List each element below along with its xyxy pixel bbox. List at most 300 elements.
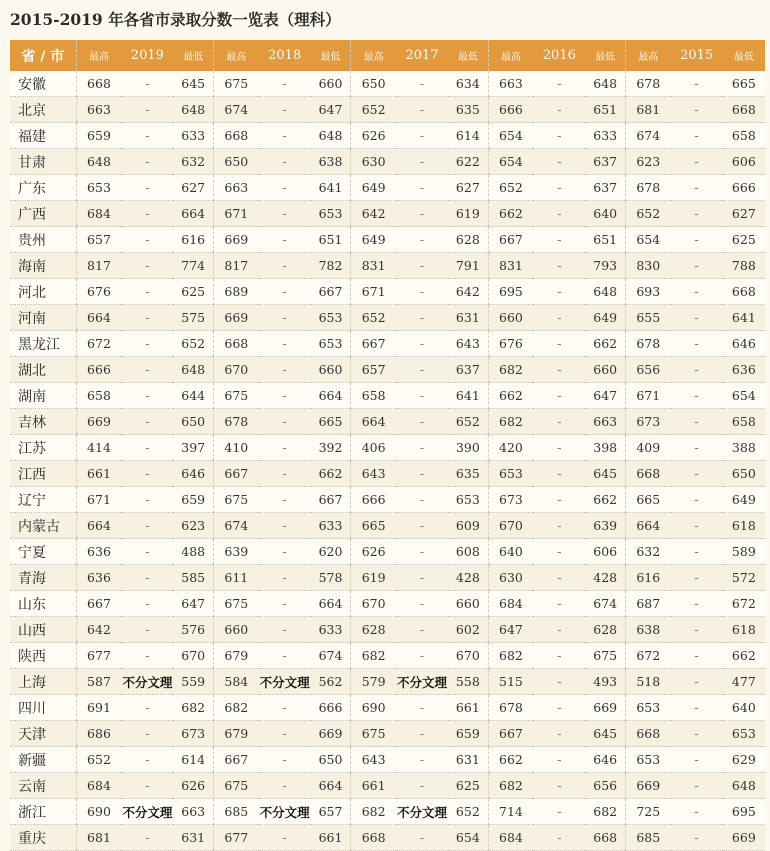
high-score-cell: 666 [76, 357, 121, 383]
low-score-cell: 668 [585, 825, 625, 851]
mid-cell: - [533, 487, 585, 513]
low-score-cell: 668 [723, 97, 765, 123]
low-score-cell: 619 [448, 201, 488, 227]
low-score-cell: 640 [585, 201, 625, 227]
province-cell: 北京 [10, 97, 76, 123]
mid-cell: - [533, 279, 585, 305]
table-row [10, 513, 765, 539]
low-score-cell: 618 [723, 617, 765, 643]
low-score-cell: 652 [448, 799, 488, 825]
high-score-cell: 663 [488, 71, 533, 97]
high-score-cell: 691 [76, 695, 121, 721]
high-score-cell: 684 [488, 591, 533, 617]
mid-cell: - [671, 279, 723, 305]
low-score-cell: 572 [723, 565, 765, 591]
low-score-cell: 625 [448, 773, 488, 799]
high-score-cell: 690 [76, 799, 121, 825]
mid-cell: - [121, 331, 173, 357]
low-score-cell: 662 [585, 487, 625, 513]
high-score-cell: 662 [488, 383, 533, 409]
high-score-cell: 685 [214, 799, 259, 825]
high-score-cell: 695 [488, 279, 533, 305]
header-high-2018: 最高 [214, 40, 259, 71]
mid-cell: - [121, 149, 173, 175]
high-score-cell: 690 [351, 695, 396, 721]
high-score-cell: 649 [351, 175, 396, 201]
low-score-cell: 660 [585, 357, 625, 383]
high-score-cell: 684 [76, 201, 121, 227]
mid-cell: - [533, 227, 585, 253]
low-score-cell: 641 [311, 175, 351, 201]
high-score-cell: 670 [351, 591, 396, 617]
low-score-cell: 648 [173, 97, 213, 123]
high-score-cell: 662 [488, 747, 533, 773]
mid-cell: - [533, 435, 585, 461]
province-cell: 四川 [10, 695, 76, 721]
low-score-cell: 631 [448, 747, 488, 773]
mid-cell: 不分文理 [259, 669, 311, 695]
header-low-2016: 最低 [585, 40, 625, 71]
mid-cell: - [259, 253, 311, 279]
table-row [10, 591, 765, 617]
high-score-cell: 678 [625, 331, 670, 357]
high-score-cell: 664 [625, 513, 670, 539]
high-score-cell: 657 [76, 227, 121, 253]
mid-cell: - [396, 175, 448, 201]
low-score-cell: 614 [448, 123, 488, 149]
mid-cell: - [396, 643, 448, 669]
province-cell: 云南 [10, 773, 76, 799]
mid-cell: - [671, 617, 723, 643]
low-score-cell: 664 [311, 383, 351, 409]
mid-cell: - [121, 565, 173, 591]
mid-cell: - [121, 305, 173, 331]
high-score-cell: 831 [351, 253, 396, 279]
high-score-cell: 671 [214, 201, 259, 227]
low-score-cell: 585 [173, 565, 213, 591]
mid-cell: - [533, 383, 585, 409]
high-score-cell: 674 [214, 513, 259, 539]
low-score-cell: 637 [585, 149, 625, 175]
low-score-cell: 575 [173, 305, 213, 331]
mid-cell: - [396, 435, 448, 461]
low-score-cell: 639 [585, 513, 625, 539]
high-score-cell: 660 [488, 305, 533, 331]
mid-cell: - [121, 279, 173, 305]
high-score-cell: 652 [488, 175, 533, 201]
mid-cell: - [121, 643, 173, 669]
mid-cell: - [396, 409, 448, 435]
low-score-cell: 650 [311, 747, 351, 773]
low-score-cell: 774 [173, 253, 213, 279]
low-score-cell: 633 [173, 123, 213, 149]
high-score-cell: 685 [625, 825, 670, 851]
table-row [10, 279, 765, 305]
low-score-cell: 646 [723, 331, 765, 357]
table-row [10, 201, 765, 227]
low-score-cell: 562 [311, 669, 351, 695]
mid-cell: - [259, 721, 311, 747]
low-score-cell: 666 [311, 695, 351, 721]
low-score-cell: 631 [448, 305, 488, 331]
mid-cell: - [671, 539, 723, 565]
mid-cell: - [671, 253, 723, 279]
province-cell: 河北 [10, 279, 76, 305]
high-score-cell: 673 [488, 487, 533, 513]
high-score-cell: 655 [625, 305, 670, 331]
mid-cell: - [396, 305, 448, 331]
province-cell: 甘肃 [10, 149, 76, 175]
low-score-cell: 670 [173, 643, 213, 669]
high-score-cell: 682 [488, 409, 533, 435]
low-score-cell: 674 [311, 643, 351, 669]
mid-cell: - [671, 71, 723, 97]
province-header: 省 / 市 [10, 40, 76, 71]
low-score-cell: 649 [723, 487, 765, 513]
low-score-cell: 625 [173, 279, 213, 305]
low-score-cell: 626 [173, 773, 213, 799]
mid-cell: - [121, 409, 173, 435]
low-score-cell: 636 [723, 357, 765, 383]
low-score-cell: 634 [448, 71, 488, 97]
mid-cell: - [533, 695, 585, 721]
province-cell: 河南 [10, 305, 76, 331]
low-score-cell: 659 [173, 487, 213, 513]
high-score-cell: 628 [351, 617, 396, 643]
low-score-cell: 659 [448, 721, 488, 747]
low-score-cell: 558 [448, 669, 488, 695]
mid-cell: - [533, 97, 585, 123]
mid-cell: - [259, 201, 311, 227]
mid-cell: - [533, 591, 585, 617]
low-score-cell: 782 [311, 253, 351, 279]
low-score-cell: 602 [448, 617, 488, 643]
low-score-cell: 627 [173, 175, 213, 201]
high-score-cell: 817 [76, 253, 121, 279]
high-score-cell: 636 [76, 539, 121, 565]
high-score-cell: 668 [625, 461, 670, 487]
mid-cell: - [671, 227, 723, 253]
high-score-cell: 652 [76, 747, 121, 773]
mid-cell: - [533, 825, 585, 851]
table-row [10, 149, 765, 175]
low-score-cell: 633 [311, 617, 351, 643]
high-score-cell: 661 [76, 461, 121, 487]
high-score-cell: 653 [625, 695, 670, 721]
high-score-cell: 669 [214, 305, 259, 331]
low-score-cell: 641 [723, 305, 765, 331]
mid-cell: - [533, 617, 585, 643]
low-score-cell: 645 [173, 71, 213, 97]
high-score-cell: 675 [214, 773, 259, 799]
province-cell: 安徽 [10, 71, 76, 97]
mid-cell: 不分文理 [396, 669, 448, 695]
low-score-cell: 660 [311, 71, 351, 97]
mid-cell: - [533, 669, 585, 695]
low-score-cell: 644 [173, 383, 213, 409]
low-score-cell: 665 [723, 71, 765, 97]
mid-cell: - [121, 487, 173, 513]
mid-cell: - [259, 435, 311, 461]
mid-cell: - [396, 487, 448, 513]
mid-cell: - [396, 201, 448, 227]
mid-cell: - [671, 331, 723, 357]
high-score-cell: 667 [488, 227, 533, 253]
mid-cell: - [259, 617, 311, 643]
low-score-cell: 648 [311, 123, 351, 149]
table-row [10, 643, 765, 669]
mid-cell: - [671, 305, 723, 331]
low-score-cell: 662 [723, 643, 765, 669]
low-score-cell: 559 [173, 669, 213, 695]
high-score-cell: 669 [625, 773, 670, 799]
mid-cell: - [396, 71, 448, 97]
mid-cell: - [533, 123, 585, 149]
high-score-cell: 406 [351, 435, 396, 461]
province-cell: 辽宁 [10, 487, 76, 513]
province-cell: 江西 [10, 461, 76, 487]
mid-cell: - [121, 825, 173, 851]
high-score-cell: 830 [625, 253, 670, 279]
low-score-cell: 625 [723, 227, 765, 253]
low-score-cell: 493 [585, 669, 625, 695]
low-score-cell: 664 [173, 201, 213, 227]
province-cell: 天津 [10, 721, 76, 747]
mid-cell: - [533, 331, 585, 357]
header-high-2015: 最高 [625, 40, 670, 71]
mid-cell: - [259, 383, 311, 409]
mid-cell: - [533, 747, 585, 773]
high-score-cell: 414 [76, 435, 121, 461]
high-score-cell: 681 [76, 825, 121, 851]
mid-cell: - [396, 97, 448, 123]
table-row [10, 669, 765, 695]
high-score-cell: 675 [214, 71, 259, 97]
low-score-cell: 638 [311, 149, 351, 175]
low-score-cell: 631 [173, 825, 213, 851]
mid-cell: - [533, 71, 585, 97]
mid-cell: - [396, 253, 448, 279]
low-score-cell: 656 [585, 773, 625, 799]
province-cell: 浙江 [10, 799, 76, 825]
low-score-cell: 667 [311, 279, 351, 305]
low-score-cell: 653 [448, 487, 488, 513]
table-row [10, 97, 765, 123]
mid-cell: - [671, 513, 723, 539]
high-score-cell: 682 [488, 357, 533, 383]
mid-cell: - [396, 123, 448, 149]
low-score-cell: 640 [723, 695, 765, 721]
mid-cell: - [533, 643, 585, 669]
high-score-cell: 630 [351, 149, 396, 175]
header-high-2016: 最高 [488, 40, 533, 71]
high-score-cell: 675 [214, 383, 259, 409]
mid-cell: - [533, 539, 585, 565]
low-score-cell: 674 [585, 591, 625, 617]
table-row [10, 253, 765, 279]
low-score-cell: 641 [448, 383, 488, 409]
high-score-cell: 667 [214, 747, 259, 773]
high-score-cell: 674 [625, 123, 670, 149]
low-score-cell: 390 [448, 435, 488, 461]
mid-cell: - [671, 643, 723, 669]
high-score-cell: 675 [214, 487, 259, 513]
high-score-cell: 663 [214, 175, 259, 201]
table-row [10, 695, 765, 721]
mid-cell: - [396, 591, 448, 617]
mid-cell: - [259, 773, 311, 799]
mid-cell: - [121, 253, 173, 279]
mid-cell: - [671, 799, 723, 825]
high-score-cell: 682 [488, 643, 533, 669]
high-score-cell: 831 [488, 253, 533, 279]
low-score-cell: 653 [723, 721, 765, 747]
mid-cell: - [533, 721, 585, 747]
mid-cell: - [121, 617, 173, 643]
low-score-cell: 658 [723, 409, 765, 435]
mid-cell: 不分文理 [396, 799, 448, 825]
province-cell: 黑龙江 [10, 331, 76, 357]
high-score-cell: 639 [214, 539, 259, 565]
low-score-cell: 589 [723, 539, 765, 565]
high-score-cell: 682 [351, 643, 396, 669]
high-score-cell: 667 [488, 721, 533, 747]
mid-cell: - [671, 149, 723, 175]
high-score-cell: 626 [351, 123, 396, 149]
mid-cell: - [533, 565, 585, 591]
mid-cell: - [533, 357, 585, 383]
score-table [10, 40, 765, 851]
mid-cell: - [121, 201, 173, 227]
low-score-cell: 628 [585, 617, 625, 643]
high-score-cell: 616 [625, 565, 670, 591]
low-score-cell: 651 [585, 97, 625, 123]
table-row [10, 227, 765, 253]
low-score-cell: 428 [448, 565, 488, 591]
high-score-cell: 678 [214, 409, 259, 435]
high-score-cell: 657 [351, 357, 396, 383]
high-score-cell: 630 [488, 565, 533, 591]
high-score-cell: 623 [625, 149, 670, 175]
table-row [10, 565, 765, 591]
low-score-cell: 635 [448, 97, 488, 123]
table-row [10, 357, 765, 383]
high-score-cell: 632 [625, 539, 670, 565]
table-row [10, 487, 765, 513]
mid-cell: - [259, 149, 311, 175]
low-score-cell: 650 [173, 409, 213, 435]
mid-cell: - [396, 227, 448, 253]
mid-cell: - [259, 227, 311, 253]
high-score-cell: 668 [214, 123, 259, 149]
high-score-cell: 667 [214, 461, 259, 487]
mid-cell: - [259, 123, 311, 149]
high-score-cell: 670 [214, 357, 259, 383]
mid-cell: - [396, 513, 448, 539]
province-cell: 吉林 [10, 409, 76, 435]
low-score-cell: 606 [585, 539, 625, 565]
low-score-cell: 669 [311, 721, 351, 747]
province-cell: 江苏 [10, 435, 76, 461]
high-score-cell: 654 [625, 227, 670, 253]
mid-cell: - [396, 357, 448, 383]
low-score-cell: 616 [173, 227, 213, 253]
high-score-cell: 677 [76, 643, 121, 669]
mid-cell: - [121, 773, 173, 799]
mid-cell: - [533, 799, 585, 825]
mid-cell: - [259, 591, 311, 617]
high-score-cell: 653 [76, 175, 121, 201]
table-row [10, 747, 765, 773]
mid-cell: - [259, 175, 311, 201]
high-score-cell: 658 [351, 383, 396, 409]
low-score-cell: 653 [311, 305, 351, 331]
low-score-cell: 793 [585, 253, 625, 279]
high-score-cell: 664 [76, 305, 121, 331]
high-score-cell: 650 [351, 71, 396, 97]
mid-cell: - [121, 123, 173, 149]
province-cell: 宁夏 [10, 539, 76, 565]
low-score-cell: 661 [311, 825, 351, 851]
province-cell: 广东 [10, 175, 76, 201]
high-score-cell: 675 [351, 721, 396, 747]
low-score-cell: 647 [173, 591, 213, 617]
low-score-cell: 618 [723, 513, 765, 539]
low-score-cell: 609 [448, 513, 488, 539]
mid-cell: - [671, 435, 723, 461]
high-score-cell: 679 [214, 643, 259, 669]
low-score-cell: 648 [585, 279, 625, 305]
high-score-cell: 668 [214, 331, 259, 357]
low-score-cell: 653 [311, 331, 351, 357]
high-score-cell: 640 [488, 539, 533, 565]
low-score-cell: 635 [448, 461, 488, 487]
low-score-cell: 648 [723, 773, 765, 799]
high-score-cell: 636 [76, 565, 121, 591]
mid-cell: - [396, 383, 448, 409]
low-score-cell: 670 [448, 643, 488, 669]
mid-cell: - [671, 97, 723, 123]
mid-cell: - [671, 409, 723, 435]
low-score-cell: 398 [585, 435, 625, 461]
low-score-cell: 628 [448, 227, 488, 253]
high-score-cell: 656 [625, 357, 670, 383]
high-score-cell: 669 [76, 409, 121, 435]
mid-cell: - [671, 461, 723, 487]
high-score-cell: 725 [625, 799, 670, 825]
high-score-cell: 686 [76, 721, 121, 747]
low-score-cell: 627 [723, 201, 765, 227]
mid-cell: - [671, 123, 723, 149]
mid-cell: - [121, 357, 173, 383]
high-score-cell: 409 [625, 435, 670, 461]
province-cell: 广西 [10, 201, 76, 227]
high-score-cell: 665 [625, 487, 670, 513]
low-score-cell: 663 [585, 409, 625, 435]
table-row [10, 331, 765, 357]
mid-cell: - [671, 591, 723, 617]
low-score-cell: 647 [585, 383, 625, 409]
header-year-2019: 2019 [121, 40, 173, 71]
high-score-cell: 677 [214, 825, 259, 851]
mid-cell: - [121, 383, 173, 409]
mid-cell: - [121, 175, 173, 201]
low-score-cell: 664 [311, 773, 351, 799]
low-score-cell: 606 [723, 149, 765, 175]
mid-cell: - [121, 695, 173, 721]
header-year-2016: 2016 [533, 40, 585, 71]
province-cell: 山东 [10, 591, 76, 617]
